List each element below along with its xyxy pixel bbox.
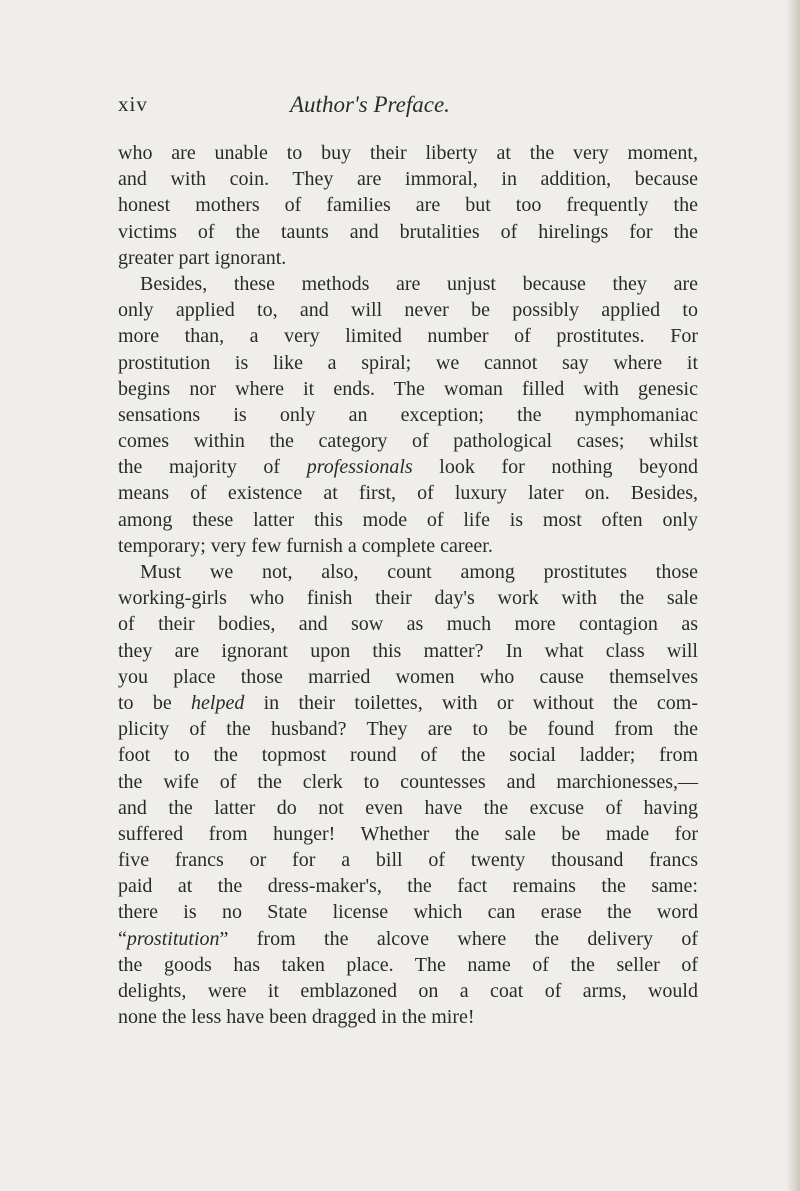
text-segment: delights, were it emblazoned on a coat of arms, would: [118, 980, 698, 1002]
text-segment: comes within the category of pathological cases; whilst: [118, 430, 698, 453]
text-segment: to be: [118, 691, 192, 714]
italic-text: professionals: [306, 456, 413, 479]
text-line: [118, 192, 698, 218]
text-line: [118, 585, 698, 611]
text-line: [118, 533, 698, 559]
text-line: [118, 978, 698, 1004]
text-segment: Besides, these methods are unjust because they are: [140, 272, 698, 295]
text-line: [118, 271, 698, 297]
text-segment: and with coin. They are immoral, in addition, because: [118, 168, 698, 191]
page-header: [118, 92, 698, 122]
text-segment: working-girls who finish their day's work with the sale: [118, 587, 698, 610]
text-line: [118, 219, 698, 245]
text-segment: paid at the dress-maker's, the fact remains the same:: [118, 875, 698, 898]
text-segment: the majority of: [118, 456, 307, 479]
page-number: xiv: [118, 92, 148, 116]
text-segment: only applied to, and will never be possibly applied to: [118, 299, 698, 322]
text-segment: plicity of the husband? They are to be found from the: [118, 718, 698, 741]
text-segment: who are unable to buy their liberty at the very moment,: [118, 142, 698, 164]
text-line: [118, 638, 698, 664]
text-line: [118, 664, 698, 690]
text-line: [118, 611, 698, 637]
text-line: [118, 507, 698, 533]
text-segment: and the latter do not even have the excuse of having: [118, 796, 698, 819]
text-line: [118, 690, 698, 716]
text-segment: more than, a very limited number of prostitutes. For: [118, 325, 698, 348]
text-segment: among these latter this mode of life is most often only: [118, 508, 698, 531]
text-segment: ” from the alcove where the delivery of: [219, 927, 698, 950]
text-line: [118, 428, 698, 454]
running-head: Author's Preface.: [290, 92, 450, 117]
text-segment: means of existence at first, of luxury later on. Besides,: [118, 482, 698, 505]
text-line: [118, 140, 698, 166]
text-segment: greater part ignorant.: [118, 246, 287, 269]
text-line: [118, 402, 698, 428]
text-segment: suffered from hunger! Whether the sale be made for: [118, 822, 698, 845]
text-segment: of their bodies, and sow as much more contagion as: [118, 613, 698, 636]
text-segment: you place those married women who cause themselves: [118, 665, 698, 688]
body-text: [118, 140, 698, 1030]
text-segment: “: [118, 927, 127, 950]
text-segment: five francs or for a bill of twenty thousand francs: [118, 849, 698, 872]
text-segment: they are ignorant upon this matter? In what class will: [118, 639, 698, 662]
text-line: [118, 350, 698, 376]
text-segment: the goods has taken place. The name of the seller of: [118, 953, 698, 976]
text-line: [118, 873, 698, 899]
italic-text: helped: [191, 691, 245, 714]
text-line: [118, 769, 698, 795]
text-segment: sensations is only an exception; the nymphomaniac: [118, 403, 698, 426]
text-line: [118, 559, 698, 585]
text-line: [118, 899, 698, 925]
text-line: [118, 245, 698, 271]
text-line: [118, 847, 698, 873]
text-segment: in their toilettes, with or without the com-: [244, 691, 699, 714]
text-line: [118, 716, 698, 742]
text-line: [118, 821, 698, 847]
page-edge-shadow: [786, 0, 800, 1191]
text-segment: look for nothing beyond: [412, 456, 698, 479]
text-segment: victims of the taunts and brutalities of hirelings for the: [118, 220, 698, 243]
text-line: [118, 454, 698, 480]
text-segment: foot to the topmost round of the social ladder; from: [118, 744, 698, 767]
text-line: [118, 795, 698, 821]
text-line: [118, 166, 698, 192]
text-line: [118, 480, 698, 506]
text-line: [118, 1004, 698, 1030]
text-segment: honest mothers of families are but too frequently the: [118, 194, 698, 217]
text-segment: none the less have been dragged in the mire!: [118, 1006, 475, 1029]
text-segment: temporary; very few furnish a complete career.: [118, 534, 493, 557]
text-line: [118, 323, 698, 349]
text-line: [118, 952, 698, 978]
text-line: [118, 297, 698, 323]
text-line: [118, 742, 698, 768]
text-segment: there is no State license which can erase the word: [118, 901, 698, 924]
text-line: [118, 926, 698, 952]
text-segment: prostitution is like a spiral; we cannot say where it: [118, 351, 698, 374]
text-segment: the wife of the clerk to countesses and marchionesses,—: [118, 770, 698, 793]
text-segment: Must we not, also, count among prostitutes those: [140, 561, 698, 583]
text-segment: begins nor where it ends. The woman filled with genesic: [118, 377, 698, 400]
text-line: [118, 376, 698, 402]
italic-text: prostitution: [126, 927, 220, 950]
